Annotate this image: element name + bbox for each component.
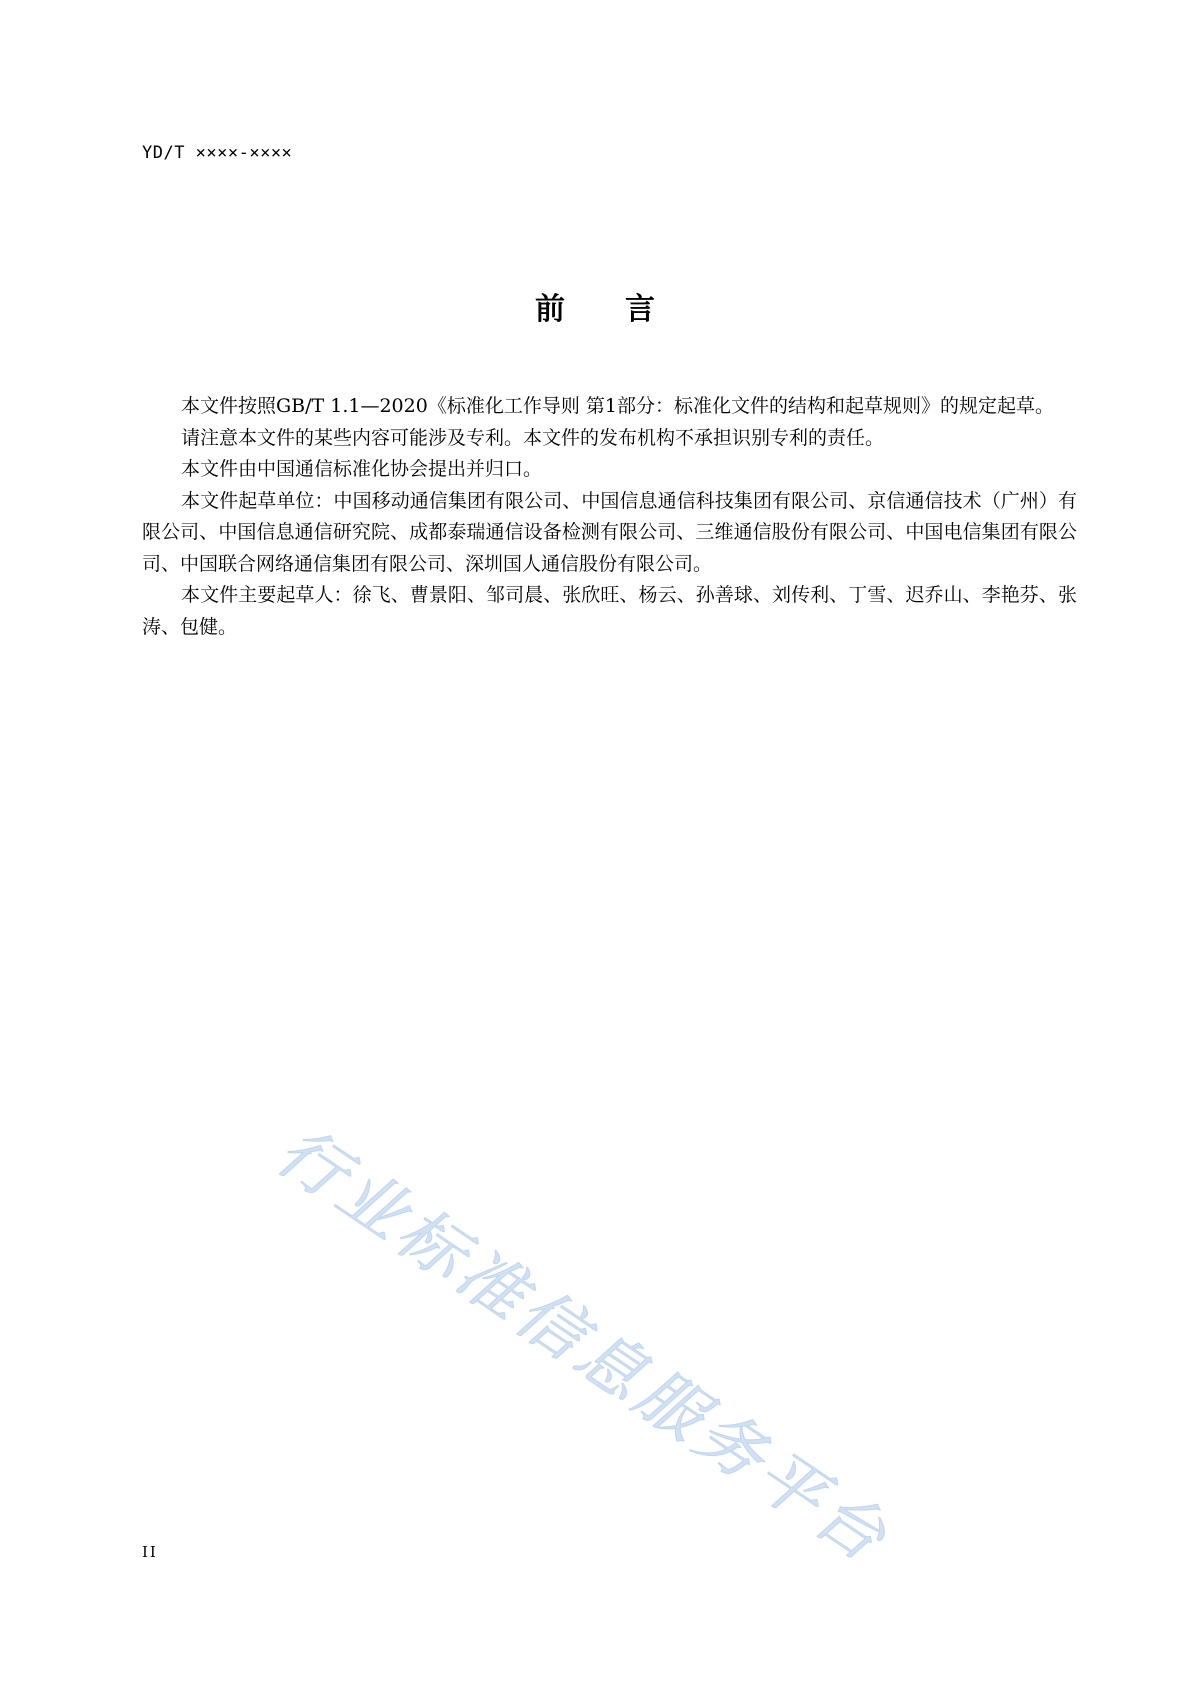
paragraph-drafting-units: 本文件起草单位：中国移动通信集团有限公司、中国信息通信科技集团有限公司、京信通信技术（广州）有限公司、中国信息通信研究院、成都泰瑞通信设备检测有限公司、三维通信股份有限公司、中国电信集团有限公司、中国联合网络通信集团有限公司、深圳国人通信股份有限公司。 (142, 489, 1077, 575)
document-code: YD/T ××××-×××× (142, 143, 293, 163)
title-char-1: 前 (535, 292, 565, 327)
paragraph-drafting-rules: 本文件按照GB/T 1.1—2020《标准化工作导则 第1部分：标准化文件的结构和起草规则》的规定起草。 (181, 395, 1054, 417)
watermark: 行业标准信息服务平台 (263, 1112, 904, 1579)
paragraph-patent-notice: 请注意本文件的某些内容可能涉及专利。本文件的发布机构不承担识别专利的责任。 (181, 426, 885, 449)
page-title (0, 290, 1190, 330)
page-number: II (142, 1543, 158, 1561)
paragraph-proposer: 本文件由中国通信标准化协会提出并归口。 (181, 458, 543, 480)
title-char-2: 言 (625, 292, 655, 327)
foreword-body (142, 391, 1077, 643)
paragraph-drafters: 本文件主要起草人：徐飞、曹景阳、邹司晨、张欣旺、杨云、孙善球、刘传利、丁雪、迟乔山、李艳芬、张涛、包健。 (142, 584, 1077, 638)
